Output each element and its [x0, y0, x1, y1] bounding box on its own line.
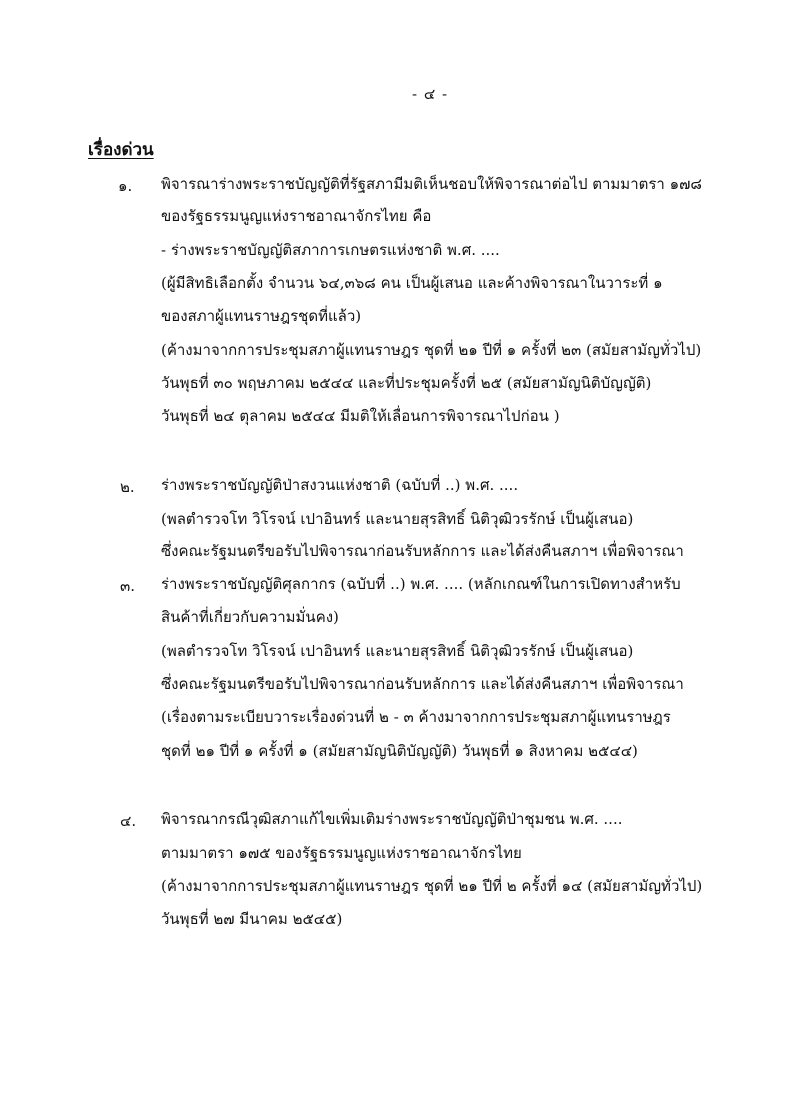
item-line: วันพุธที่ ๒๔ ตุลาคม ๒๕๔๔ มีมติให้เลื่อนการพิจารณาไปก่อน ) — [161, 407, 560, 425]
item-line: พิจารณาร่างพระราชบัญญัติที่รัฐสภามีมติเห็นชอบให้พิจารณาต่อไป ตามมาตรา ๑๗๘ — [161, 175, 702, 193]
item-number: ๔. — [120, 812, 137, 830]
item-line: - ร่างพระราชบัญญัติสภาการเกษตรแห่งชาติ พ.ศ. .... — [161, 241, 500, 259]
item-line: พิจารณากรณีวุฒิสภาแก้ไขเพิ่มเติมร่างพระราชบัญญัติป่าชุมชน พ.ศ. .... — [161, 810, 623, 828]
item-line: วันพุธที่ ๓๐ พฤษภาคม ๒๕๔๔ และที่ประชุมครั้งที่ ๒๕ (สมัยสามัญนิติบัญญัติ) — [161, 374, 652, 392]
item-line: (พลตำรวจโท วิโรจน์ เปาอินทร์ และนายสุรสิทธิ์ นิติวุฒิวรรักษ์ เป็นผู้เสนอ) — [161, 510, 634, 528]
item-line: (ผู้มีสิทธิเลือกตั้ง จำนวน ๖๔,๓๖๘ คน เป็นผู้เสนอ และค้างพิจารณาในวาระที่ ๑ — [161, 274, 663, 292]
item-line: (ค้างมาจากการประชุมสภาผู้แทนราษฎร ชุดที่ ๒๑ ปีที่ ๑ ครั้งที่ ๒๓ (สมัยสามัญทั่วไป) — [161, 341, 702, 359]
item-line: วันพุธที่ ๒๗ มีนาคม ๒๕๔๕) — [161, 910, 343, 928]
item-number: ๒. — [120, 478, 135, 496]
item-number: ๓. — [120, 577, 136, 595]
item-line: ร่างพระราชบัญญัติป่าสงวนแห่งชาติ (ฉบับที่ ..) พ.ศ. .... — [161, 476, 519, 494]
item-number: ๑. — [118, 177, 133, 195]
item-line: (ค้างมาจากการประชุมสภาผู้แทนราษฎร ชุดที่ ๒๑ ปีที่ ๒ ครั้งที่ ๑๔ (สมัยสามัญทั่วไป) — [161, 877, 703, 895]
item-line: (พลตำรวจโท วิโรจน์ เปาอินทร์ และนายสุรสิทธิ์ นิติวุฒิวรรักษ์ เป็นผู้เสนอ) — [161, 642, 634, 660]
page-number: - ๔ - — [411, 85, 449, 103]
item-line: ชุดที่ ๒๑ ปีที่ ๑ ครั้งที่ ๑ (สมัยสามัญนิติบัญญัติ) วันพุธที่ ๑ สิงหาคม ๒๕๔๔) — [161, 742, 638, 760]
item-line: ซึ่งคณะรัฐมนตรีขอรับไปพิจารณาก่อนรับหลักการ และได้ส่งคืนสภาฯ เพื่อพิจารณา — [161, 675, 684, 693]
item-line: ตามมาตรา ๑๗๕ ของรัฐธรรมนูญแห่งราชอาณาจักรไทย — [161, 844, 522, 862]
item-line: (เรื่องตามระเบียบวาระเรื่องด่วนที่ ๒ - ๓ ค้างมาจากการประชุมสภาผู้แทนราษฎร — [161, 708, 671, 726]
item-line: ของสภาผู้แทนราษฎรชุดที่แล้ว) — [161, 307, 362, 325]
item-line: สินค้าที่เกี่ยวกับความมั่นคง) — [161, 608, 339, 626]
item-line: ร่างพระราชบัญญัติศุลกากร (ฉบับที่ ..) พ.ศ. .... (หลักเกณฑ์ในการเปิดทางสำหรับ — [161, 575, 681, 593]
item-line: ซึ่งคณะรัฐมนตรีขอรับไปพิจารณาก่อนรับหลักการ และได้ส่งคืนสภาฯ เพื่อพิจารณา — [161, 542, 684, 560]
section-heading: เรื่องด่วน — [88, 140, 154, 160]
item-line: ของรัฐธรรมนูญแห่งราชอาณาจักรไทย คือ — [161, 207, 432, 225]
